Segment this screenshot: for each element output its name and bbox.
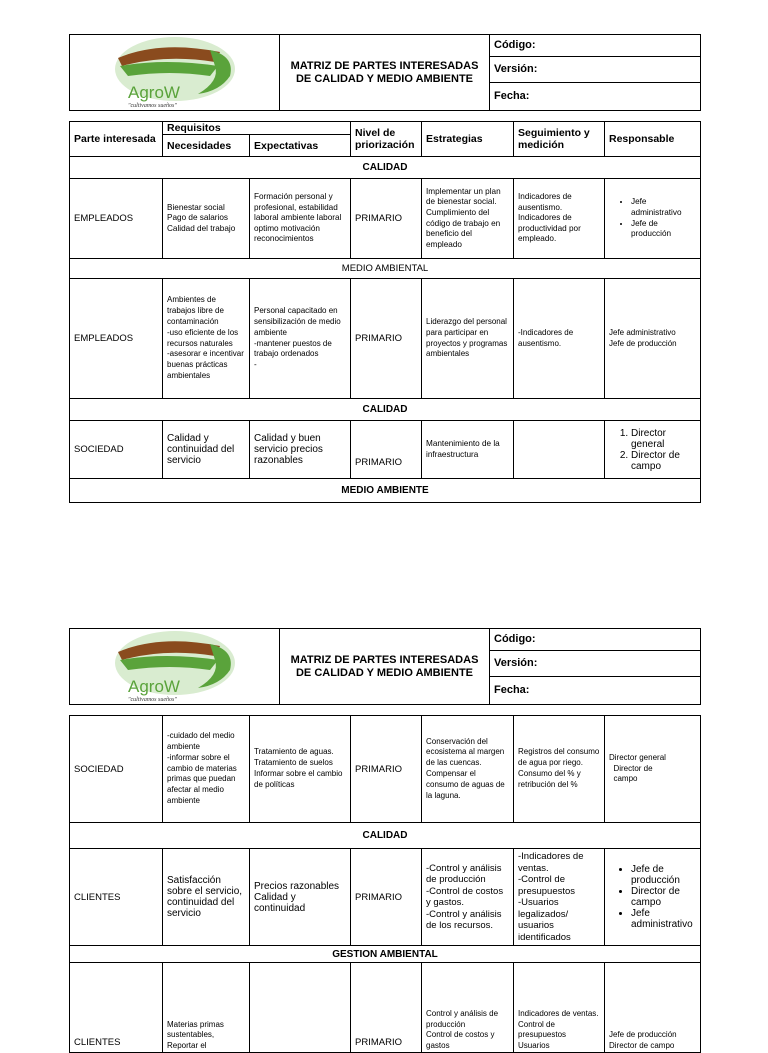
fecha-field: Fecha: <box>490 83 701 111</box>
header-table-1 <box>69 34 701 111</box>
cell-necesidades: Satisfacción sobre el servicio, continuidad del servicio <box>163 849 250 946</box>
cell-seguimiento: Indicadores de ventas. Control de presupuestos Usuarios <box>514 963 605 1053</box>
list-item: • Jefe administrativo <box>631 908 696 930</box>
col-header-seguimiento: Seguimiento y medición <box>514 122 605 157</box>
agrow-logo <box>70 630 278 704</box>
matrix-table-1 <box>69 121 701 503</box>
cell-estrategias: Mantenimiento de la infraestructura <box>422 421 514 479</box>
version-field: Versión: <box>490 651 701 677</box>
logo-cell <box>70 629 280 705</box>
list-item: • Director de campo <box>631 886 696 908</box>
cell-expectativas: Personal capacitado en sensibilización de medio ambiente -mantener puestos de trabajo ordenados - <box>250 279 351 399</box>
cell-nivel: PRIMARIO <box>351 849 422 946</box>
section-calidad: CALIDAD <box>70 823 701 849</box>
agrow-logo <box>70 36 278 110</box>
cell-responsable: Jefe administrativo Jefe de producción <box>605 279 701 399</box>
cell-parte: CLIENTES <box>70 849 163 946</box>
responsable-list <box>609 197 696 239</box>
cell-parte: EMPLEADOS <box>70 279 163 399</box>
section-medio-ambiente: MEDIO AMBIENTE <box>70 479 701 503</box>
cell-parte: EMPLEADOS <box>70 179 163 259</box>
cell-necesidades: -cuidado del medio ambiente -informar sobre el cambio de materias primas que puedan afectar al medio ambiente <box>163 716 250 823</box>
cell-responsable: Jefe de producción Director de campo <box>605 963 701 1053</box>
col-header-nivel: Nivel de priorización <box>351 122 422 157</box>
cell-nivel: PRIMARIO <box>351 279 422 399</box>
codigo-field: Código: <box>490 629 701 651</box>
logo-text: AgroW <box>128 82 180 102</box>
version-field: Versión: <box>490 57 701 83</box>
col-header-requisitos: Requisitos <box>163 122 351 135</box>
section-calidad: CALIDAD <box>70 399 701 421</box>
section-calidad: CALIDAD <box>70 157 701 179</box>
document-title: MATRIZ DE PARTES INTERESADAS DE CALIDAD Y MEDIO AMBIENTE <box>280 629 490 705</box>
cell-expectativas <box>250 963 351 1053</box>
cell-expectativas: Formación personal y profesional, estabilidad laboral ambiente laboral optimo motivación reconocimientos <box>250 179 351 259</box>
cell-nivel: PRIMARIO <box>351 716 422 823</box>
list-item: • Jefe administrativo <box>631 197 696 218</box>
cell-parte: SOCIEDAD <box>70 421 163 479</box>
cell-responsable <box>605 179 701 259</box>
cell-estrategias: Conservación del ecosistema al margen de las cuencas. Compensar el consumo de aguas de la laguna. <box>422 716 514 823</box>
cell-necesidades: Bienestar social Pago de salarios Calidad del trabajo <box>163 179 250 259</box>
col-header-estrategias: Estrategias <box>422 122 514 157</box>
responsable-list <box>609 428 696 472</box>
cell-expectativas: Precios razonables Calidad y continuidad <box>250 849 351 946</box>
cell-necesidades: Calidad y continuidad del servicio <box>163 421 250 479</box>
cell-responsable: Director general Director de campo <box>605 716 701 823</box>
document-title: MATRIZ DE PARTES INTERESADAS DE CALIDAD Y MEDIO AMBIENTE <box>280 35 490 111</box>
cell-parte: CLIENTES <box>70 963 163 1053</box>
col-header-parte: Parte interesada <box>70 122 163 157</box>
cell-expectativas: Tratamiento de aguas. Tratamiento de suelos Informar sobre el cambio de políticas <box>250 716 351 823</box>
list-item: • Jefe de producción <box>631 219 696 240</box>
col-header-responsable: Responsable <box>605 122 701 157</box>
logo-text: AgroW <box>128 676 180 696</box>
table-row <box>70 849 701 946</box>
cell-estrategias: Control y análisis de producción Control de costos y gastos <box>422 963 514 1053</box>
cell-seguimiento: Registros del consumo de agua por riego. Consumo del % y retribución del % <box>514 716 605 823</box>
list-item: • Jefe de producción <box>631 864 696 886</box>
expectativas-text: Calidad y buen servicio precios razonables <box>254 433 323 466</box>
cell-responsable <box>605 849 701 946</box>
table-row <box>70 179 701 259</box>
cell-seguimiento: -Indicadores de ventas. -Control de presupuestos -Usuarios legalizados/ usuarios identificados <box>514 849 605 946</box>
cell-seguimiento: Indicadores de ausentismo. Indicadores de productividad por empleado. <box>514 179 605 259</box>
logo-cell <box>70 35 280 111</box>
table-row <box>70 716 701 823</box>
col-header-necesidades: Necesidades <box>163 135 250 157</box>
matrix-table-2 <box>69 715 701 1053</box>
section-gestion-ambiental: GESTION AMBIENTAL <box>70 946 701 963</box>
table-row <box>70 963 701 1053</box>
list-item: 1. Director general <box>631 428 696 450</box>
cell-seguimiento <box>514 421 605 479</box>
cell-necesidades: Ambientes de trabajos libre de contaminación -uso eficiente de los recursos naturales -asesorar e incentivar buenas prácticas ambientales <box>163 279 250 399</box>
cell-nivel: PRIMARIO <box>351 179 422 259</box>
cell-parte: SOCIEDAD <box>70 716 163 823</box>
fecha-field: Fecha: <box>490 677 701 705</box>
codigo-field: Código: <box>490 35 701 57</box>
section-medio-ambiental: MEDIO AMBIENTAL <box>70 259 701 279</box>
cell-expectativas <box>250 421 351 479</box>
col-header-expectativas: Expectativas <box>250 135 351 157</box>
logo-slogan: "cultivamos sueños" <box>128 696 177 703</box>
table-row <box>70 421 701 479</box>
header-table-2 <box>69 628 701 705</box>
responsable-list <box>609 864 696 930</box>
cell-responsable <box>605 421 701 479</box>
cell-estrategias: Liderazgo del personal para participar en proyectos y programas ambientales <box>422 279 514 399</box>
cell-seguimiento: -Indicadores de ausentismo. <box>514 279 605 399</box>
cell-nivel: PRIMARIO <box>351 963 422 1053</box>
list-item: 2. Director de campo <box>631 450 696 472</box>
logo-slogan: "cultivamos sueños" <box>128 102 177 109</box>
table-row <box>70 279 701 399</box>
cell-nivel: PRIMARIO <box>351 421 422 479</box>
cell-estrategias: -Control y análisis de producción -Control de costos y gastos. -Control y análisis de los recursos. <box>422 849 514 946</box>
cell-estrategias: Implementar un plan de bienestar social. Cumplimiento del código de trabajo en beneficio del empleado <box>422 179 514 259</box>
cell-necesidades: Materias primas sustentables, Reportar el <box>163 963 250 1053</box>
